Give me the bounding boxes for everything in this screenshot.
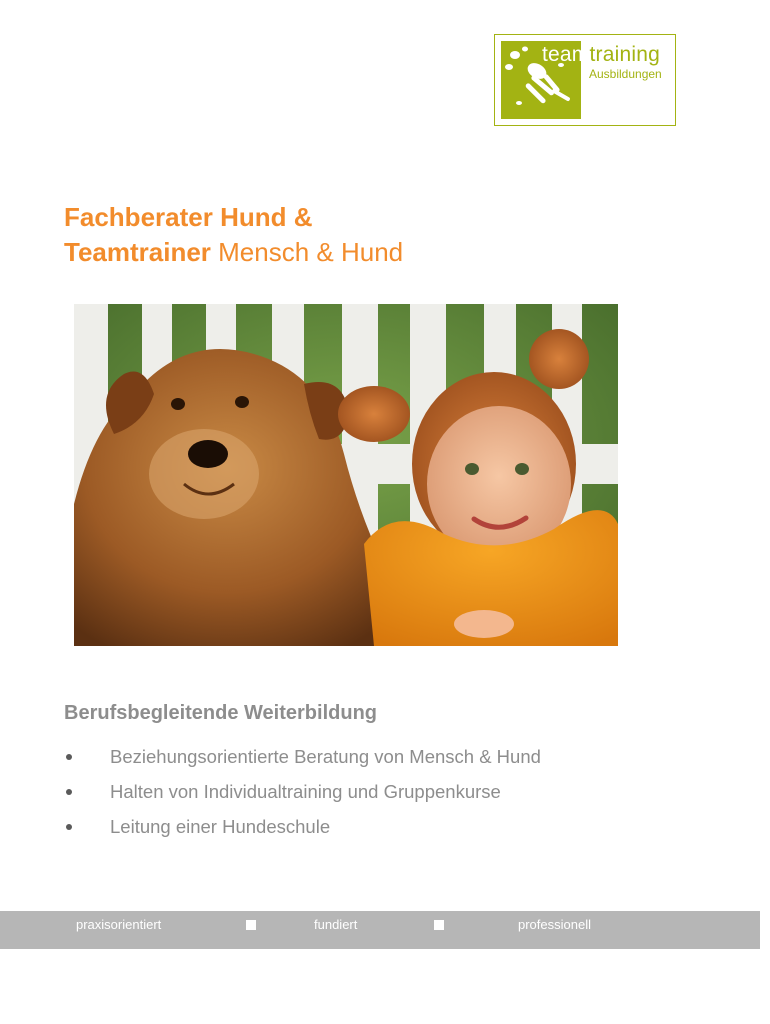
title-line2-rest: Mensch & Hund: [210, 237, 404, 267]
footer-item-fundiert: fundiert: [314, 917, 358, 932]
footer-bar: [0, 911, 760, 949]
footer-item-professionell: professionell: [518, 917, 591, 932]
logo-subtitle: Ausbildungen: [589, 67, 662, 81]
logo-wordmark: teamtraining: [542, 43, 660, 66]
bullet-icon: [66, 789, 72, 795]
dog-and-girl-photo: [74, 304, 618, 646]
page-title: [64, 200, 403, 270]
title-line2-bold: Teamtrainer: [64, 237, 211, 267]
section-heading: Berufsbegleitende Weiterbildung: [64, 702, 377, 724]
bullet-icon: [66, 824, 72, 830]
title-line1: Fachberater Hund &: [64, 202, 313, 232]
teamtraining-logo: [494, 34, 676, 126]
bullet-icon: [66, 754, 72, 760]
square-separator-icon: [246, 920, 256, 930]
footer-item-praxisorientiert: praxisorientiert: [76, 917, 162, 932]
square-separator-icon: [434, 920, 444, 930]
